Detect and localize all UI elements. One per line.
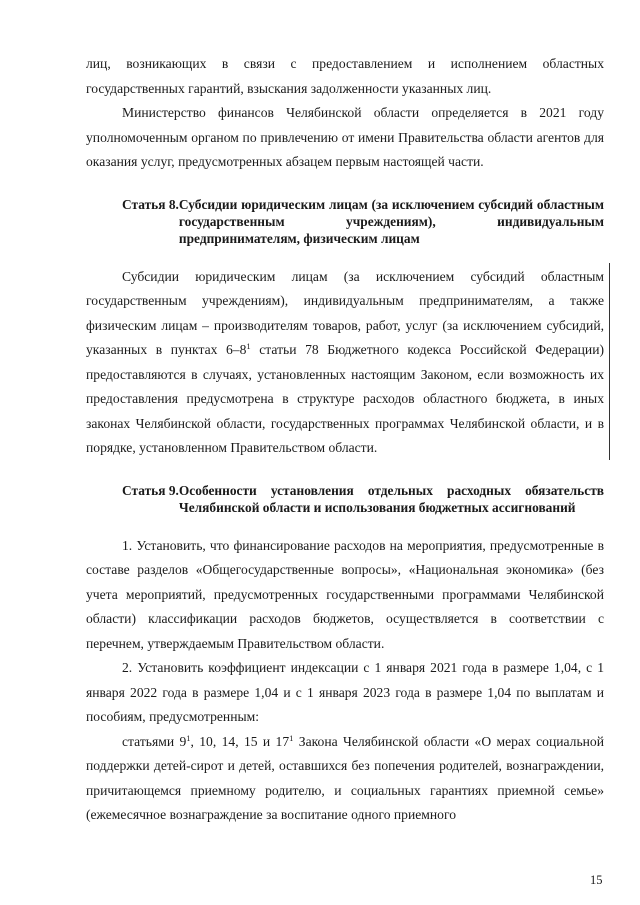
subsidies-text-start: Субсидии юридическим лицам (за исключением субсидий областным государственным учреждениям), индивидуальным предпринимателям, а также физическим лицам – производителям товаров, работ, услуг (за исключением субсидий, указанных в пунктах 6–8 — [86, 268, 604, 357]
paragraph-item-1: 1. Установить, что финансирование расходов на мероприятия, предусмотренные в составе разделов «Общегосударственные вопросы», «Национальная экономика» (без учета мероприятий, предусмотренных государственными программами Челябинской области) классификации расходов бюджетов, осуществляется в соответствии с перечнем, утверждаемым Правительством области. — [86, 537, 604, 651]
margin-mark-line — [609, 263, 610, 460]
subsidies-text-end: статьи 78 Бюджетного кодекса Российской Федерации) предоставляются в случаях, установленных настоящим Законом, если возможность их предоставления предусмотрена в структуре расходов областного бюджета, в иных законах Челябинской области, государственных программах Челябинской области, и в порядке, установленном Правительством области. — [86, 342, 604, 455]
articles-text-2: , 10, 14, 15 и 17 — [190, 733, 290, 749]
superscript: 1 — [246, 341, 251, 351]
article-9-label: Статья 9. — [122, 482, 179, 498]
articles-text-1: статьями 9 — [122, 733, 187, 749]
paragraph-ministry: Министерство финансов Челябинской области определяется в 2021 году уполномоченным органом по привлечению от имени Правительства области агентов для оказания услуг, предусмотренных абзацем первым настоящей части. — [86, 105, 604, 169]
superscript: 1 — [289, 732, 294, 743]
paragraph-articles-list — [86, 730, 604, 828]
paragraph-subsidies — [86, 265, 604, 461]
paragraph-continuation: лиц, возникающих в связи с предоставлением и исполнением областных государственных гарантий, взыскания задолженности указанных лиц. — [86, 56, 604, 96]
article-9-title: Особенности установления отдельных расходных обязательств Челябинской области и использования бюджетных ассигнований — [178, 482, 604, 515]
superscript: 1 — [186, 732, 191, 743]
paragraph-item-2: 2. Установить коэффициент индексации с 1 января 2021 года в размере 1,04, с 1 января 2022 года в размере 1,04 и с 1 января 2023 года в размере 1,04 по выплатам и пособиям, предусмотренным: — [86, 660, 604, 724]
articles-text-3: Закона Челябинской области «О мерах социальной поддержки детей-сирот и детей, оставшихся без попечения родителей, вознаграждении, причитающемся приемному родителю, и социальных гарантиях приемной семье» (ежемесячное вознаграждение за воспитание одного приемного — [86, 733, 604, 822]
page-number: 15 — [590, 873, 603, 887]
article-8-title: Субсидии юридическим лицам (за исключением субсидий областным государственным учреждениям), индивидуальным предпринимателям, физическим лицам — [178, 196, 604, 246]
article-9-heading — [86, 482, 604, 516]
article-8-label: Статья 8. — [122, 196, 179, 212]
article-8-heading — [86, 196, 604, 247]
